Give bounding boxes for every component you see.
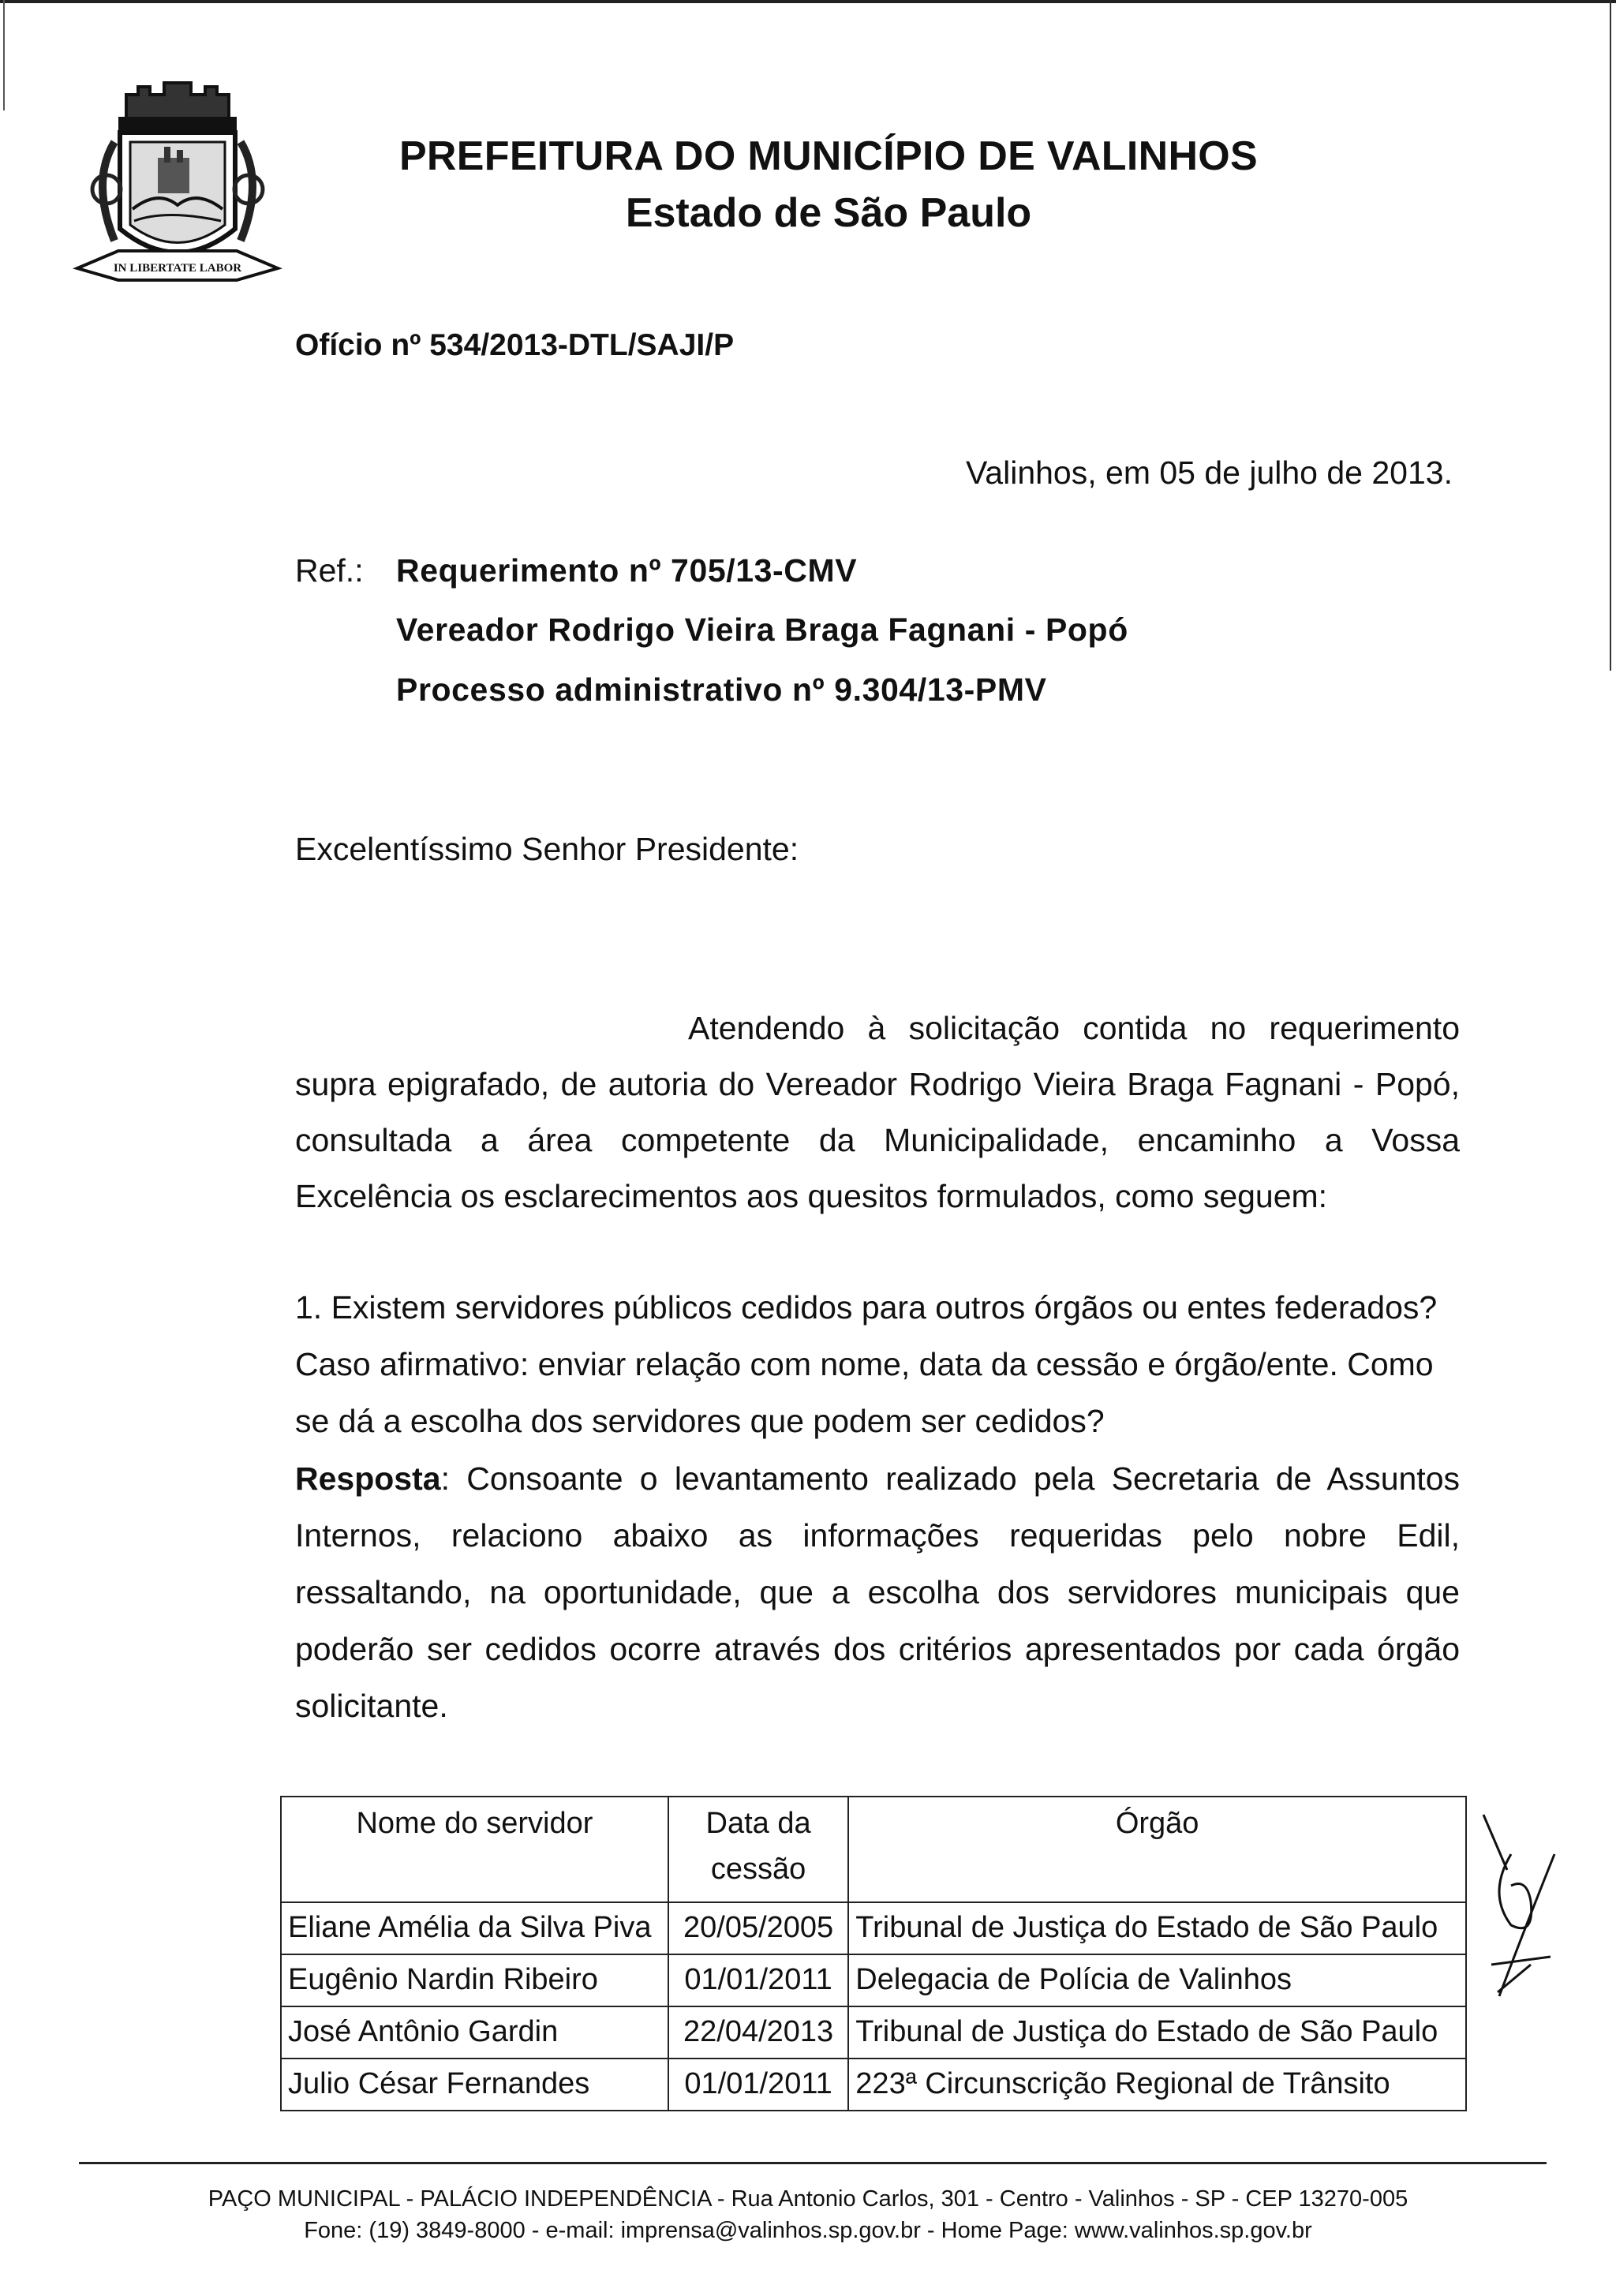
cell-name: José Antônio Gardin <box>281 2006 668 2059</box>
cell-date: 22/04/2013 <box>668 2006 848 2059</box>
table-row <box>281 2006 1466 2059</box>
column-header-date: Data da cessão <box>668 1797 848 1902</box>
cell-date: 01/01/2011 <box>668 1954 848 2006</box>
answer-label: Resposta <box>295 1460 441 1497</box>
cell-date: 01/01/2011 <box>668 2059 848 2111</box>
footer-divider <box>79 2162 1547 2164</box>
coat-of-arms-seal <box>71 71 284 308</box>
cell-name: Julio César Fernandes <box>281 2059 668 2111</box>
handwritten-initials-signature <box>1476 1807 1562 2012</box>
answer-paragraph <box>295 1450 1460 1734</box>
scan-edge-right <box>1610 0 1611 671</box>
cell-agency: 223ª Circunscrição Regional de Trânsito <box>848 2059 1466 2111</box>
intro-paragraph: Atendendo à solicitação contida no requerimento supra epigrafado, de autoria do Vereador Rodrigo Vieira Braga Fagnani - Popó, consultada a área competente da Municipalidade, encaminho a Vossa Excelência os esclarecimentos aos quesitos formulados, como seguem: <box>295 1010 1460 1214</box>
cell-name: Eliane Amélia da Silva Piva <box>281 1902 668 1954</box>
footer-contact: Fone: (19) 3849-8000 - e-mail: imprensa@valinhos.sp.gov.br - Home Page: www.valinhos.sp.gov.br <box>304 2218 1312 2243</box>
question-paragraph: 1. Existem servidores públicos cedidos para outros órgãos ou entes federados? Caso afirmativo: enviar relação com nome, data da cessão e órgão/ente. Como se dá a escolha dos servidores que podem ser cedidos? <box>295 1289 1438 1439</box>
table-header-row <box>281 1797 1466 1902</box>
state-subtitle: Estado de São Paulo <box>625 190 1032 236</box>
footer-address: PAÇO MUNICIPAL - PALÁCIO INDEPENDÊNCIA - Rua Antonio Carlos, 301 - Centro - Valinhos - SP - CEP 13270-005 <box>208 2186 1408 2212</box>
column-header-name: Nome do servidor <box>281 1797 668 1902</box>
reference-line: Requerimento nº 705/13-CMV <box>396 552 858 589</box>
document-number: Ofício nº 534/2013-DTL/SAJI/P <box>295 328 735 362</box>
cell-date: 20/05/2005 <box>668 1902 848 1954</box>
table-row <box>281 1954 1466 2006</box>
column-header-agency: Órgão <box>848 1797 1466 1902</box>
dateline: Valinhos, em 05 de julho de 2013. <box>966 454 1453 491</box>
cell-agency: Tribunal de Justiça do Estado de São Paulo <box>848 1902 1466 1954</box>
answer-text: : Consoante o levantamento realizado pela Secretaria de Assuntos Internos, relaciono abaixo as informações requeridas pelo nobre Edil, ressaltando, na oportunidade, que a escolha dos servidores municipais que poderão ser cedidos ocorre através dos critérios apresentados por cada órgão solicitante. <box>295 1460 1460 1724</box>
cell-agency: Tribunal de Justiça do Estado de São Paulo <box>848 2006 1466 2059</box>
scan-edge-left <box>3 0 5 110</box>
municipality-title: PREFEITURA DO MUNICÍPIO DE VALINHOS <box>398 133 1259 179</box>
seal-motto: IN LIBERTATE LABOR <box>113 262 242 275</box>
ceded-staff-table <box>280 1796 1467 2111</box>
table-row <box>281 2059 1466 2111</box>
reference-line: Processo administrativo nº 9.304/13-PMV <box>396 671 1047 708</box>
cell-agency: Delegacia de Polícia de Valinhos <box>848 1954 1466 2006</box>
cell-name: Eugênio Nardin Ribeiro <box>281 1954 668 2006</box>
reference-label: Ref.: <box>295 552 364 589</box>
salutation: Excelentíssimo Senhor Presidente: <box>295 831 799 867</box>
reference-line: Vereador Rodrigo Vieira Braga Fagnani - Popó <box>396 611 1128 648</box>
top-border <box>0 0 1616 3</box>
table-row <box>281 1902 1466 1954</box>
